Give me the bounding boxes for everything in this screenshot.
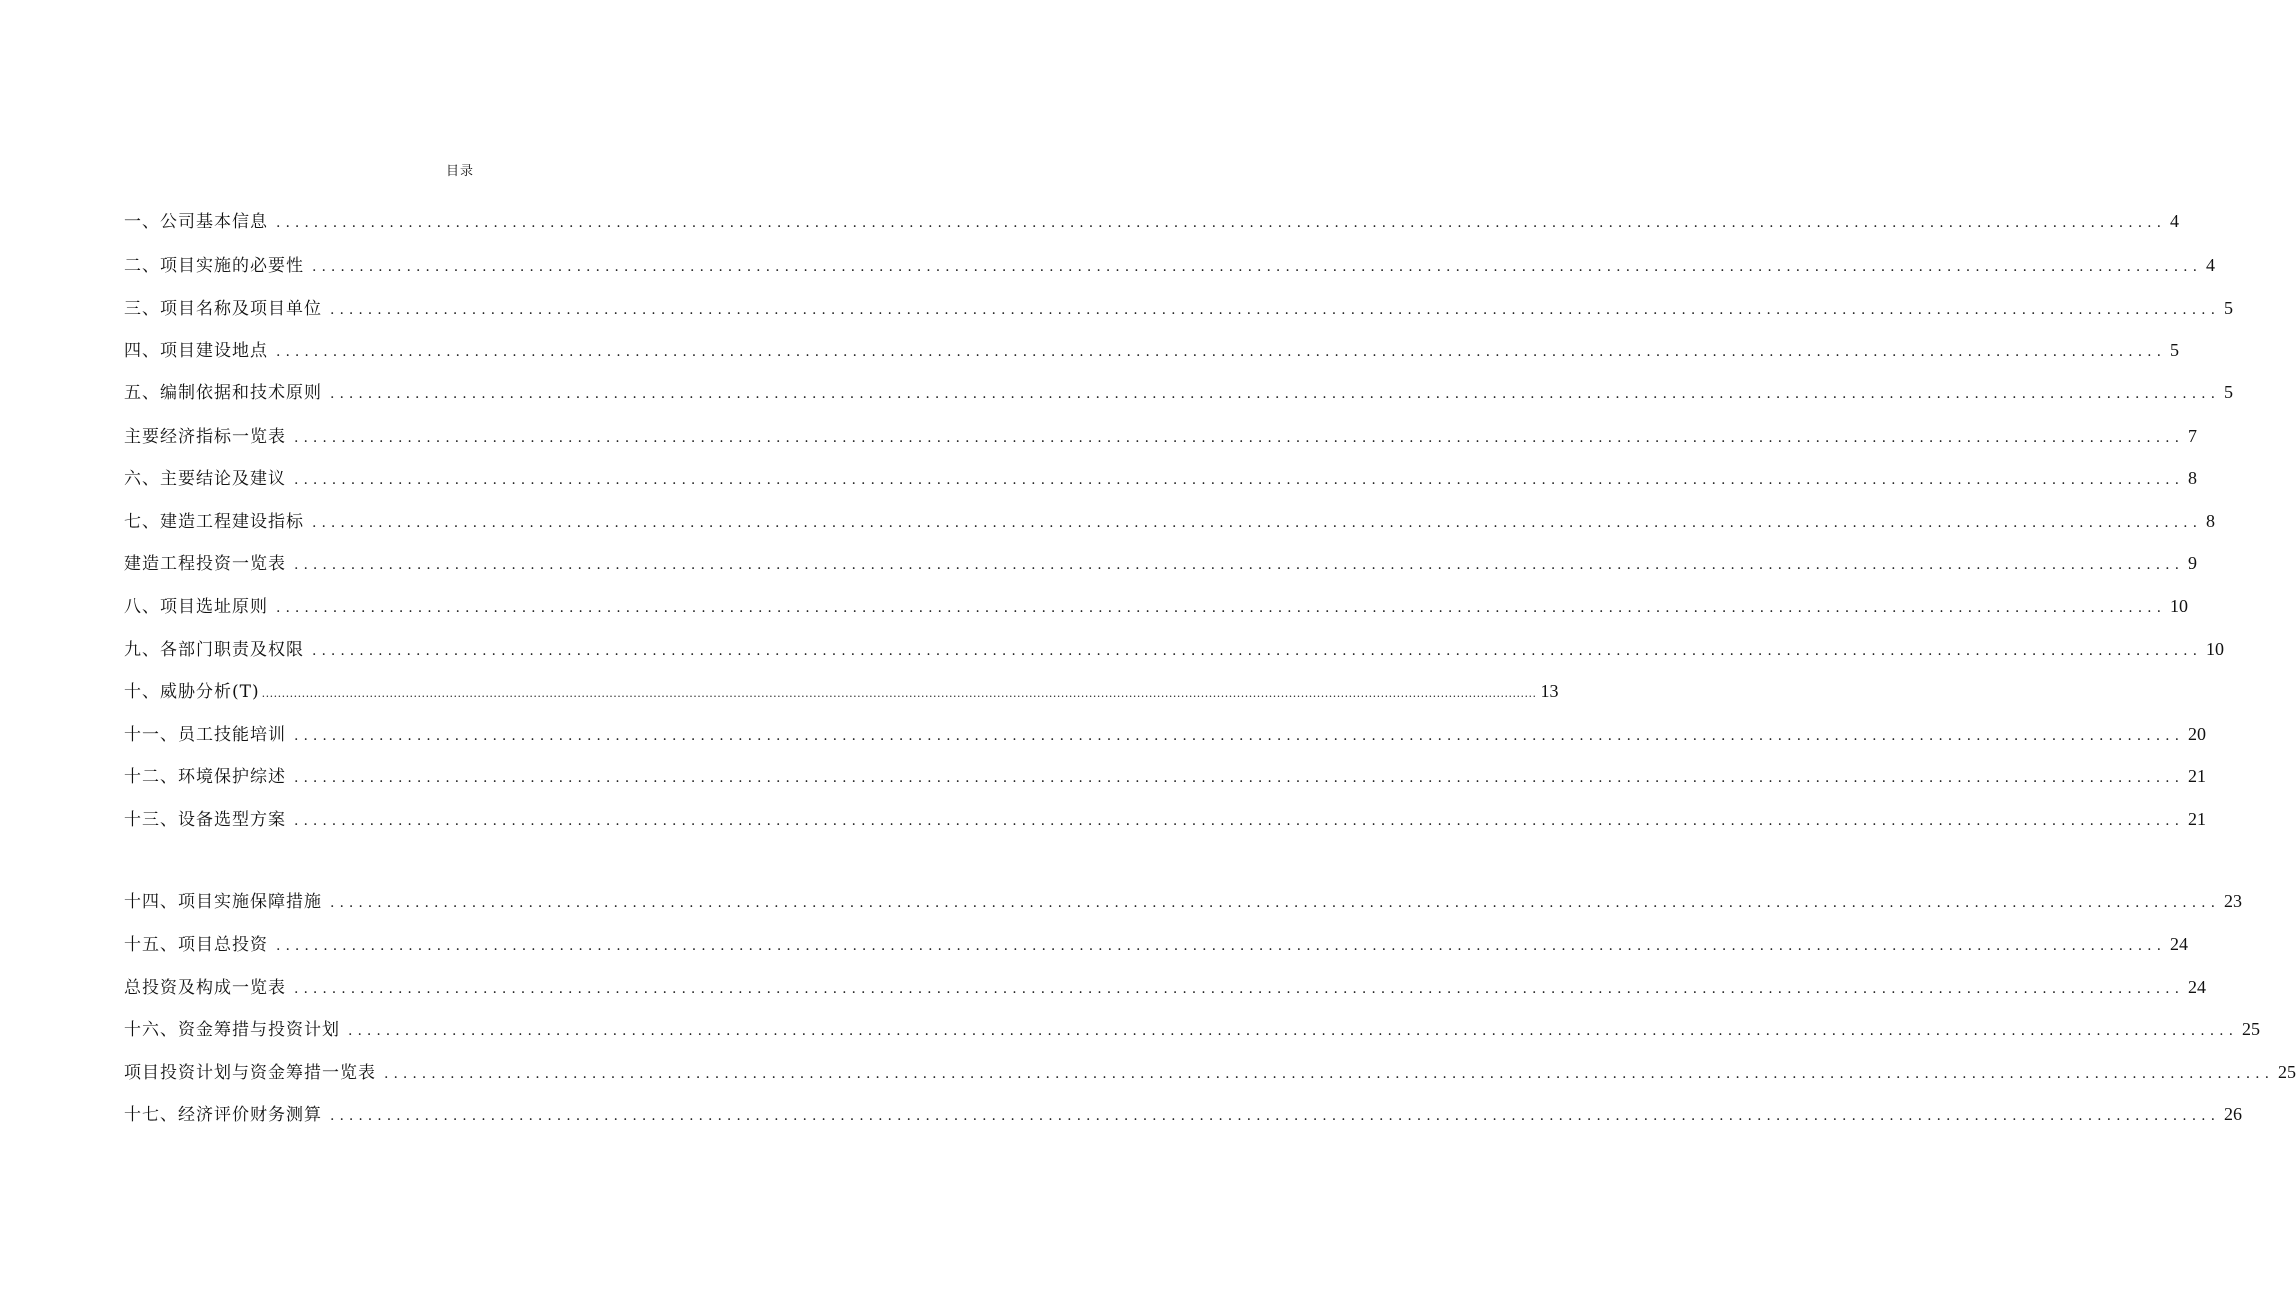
toc-entry-text: 十一、员工技能培训 xyxy=(124,725,286,745)
toc-entry-text: 十五、项目总投资 xyxy=(124,935,268,955)
toc-entry-text: 九、各部门职责及权限 xyxy=(124,640,304,660)
toc-leader: ............................................................................................................................................................................................................................................................................................................................... xyxy=(261,687,1537,700)
toc-leader: ........................................................................................................................................................................................................ xyxy=(384,1066,2275,1082)
toc-entry-page: 5 xyxy=(2224,298,2234,318)
toc-entry[interactable] xyxy=(124,806,2207,832)
toc-entry-page: 13 xyxy=(1540,681,1559,701)
toc-entry[interactable] xyxy=(124,593,2189,619)
toc-leader: ........................................................................................................................................................................................................ xyxy=(330,302,2221,318)
toc-entry-page: 4 xyxy=(2170,211,2180,231)
toc-entry[interactable] xyxy=(124,931,2189,957)
toc-title: 目录 xyxy=(445,164,474,179)
toc-entry-page: 5 xyxy=(2224,382,2234,402)
toc-entry[interactable] xyxy=(124,208,2180,234)
toc-entry-text: 七、建造工程建设指标 xyxy=(124,512,304,532)
toc-entry-page: 8 xyxy=(2188,468,2198,488)
toc-entry-page: 10 xyxy=(2206,639,2225,659)
toc-entry[interactable] xyxy=(124,888,2243,914)
toc-leader: ........................................................................................................................................................................................................ xyxy=(294,813,2185,829)
toc-entry-page: 24 xyxy=(2188,977,2207,997)
toc-entry-page: 10 xyxy=(2170,596,2189,616)
toc-entry-text: 八、项目选址原则 xyxy=(124,597,268,617)
toc-entry-text: 五、编制依据和技术原则 xyxy=(124,383,322,403)
toc-entry-text: 十三、设备选型方案 xyxy=(124,810,286,830)
toc-entry-text: 建造工程投资一览表 xyxy=(124,554,286,574)
toc-entry[interactable] xyxy=(124,423,2198,449)
toc-entry-page: 9 xyxy=(2188,553,2198,573)
toc-entry-text: 总投资及构成一览表 xyxy=(124,978,286,998)
toc-entry-text: 四、项目建设地点 xyxy=(124,341,268,361)
toc-entry-page: 21 xyxy=(2188,809,2207,829)
toc-leader: ........................................................................................................................................................................................................ xyxy=(294,430,2185,446)
toc-leader: ........................................................................................................................................................................................................ xyxy=(312,515,2203,531)
toc-entry[interactable] xyxy=(124,337,2180,363)
toc-leader: ........................................................................................................................................................................................................ xyxy=(330,895,2221,911)
toc-entry-page: 24 xyxy=(2170,934,2189,954)
toc-entry[interactable] xyxy=(124,636,2225,662)
toc-entry-text: 十七、经济评价财务测算 xyxy=(124,1105,322,1125)
toc-entry-text: 十六、资金筹措与投资计划 xyxy=(124,1020,340,1040)
toc-entry[interactable] xyxy=(124,465,2198,491)
toc-entry-page: 5 xyxy=(2170,340,2180,360)
toc-leader: ........................................................................................................................................................................................................ xyxy=(348,1023,2239,1039)
toc-entry-page: 23 xyxy=(2224,891,2243,911)
toc-entry[interactable] xyxy=(124,550,2198,576)
toc-entry[interactable] xyxy=(124,974,2207,1000)
toc-entry-text: 一、公司基本信息 xyxy=(124,212,268,232)
toc-entry-text: 主要经济指标一览表 xyxy=(124,427,286,447)
toc-entry[interactable] xyxy=(124,379,2234,405)
toc-entry[interactable] xyxy=(124,1016,2261,1042)
toc-entry-text: 十四、项目实施保障措施 xyxy=(124,892,322,912)
toc-entry-text: 十二、环境保护综述 xyxy=(124,767,286,787)
toc-entry-page: 21 xyxy=(2188,766,2207,786)
toc-entry[interactable] xyxy=(124,295,2234,321)
toc-leader: ........................................................................................................................................................................................................ xyxy=(294,770,2185,786)
toc-entry-text: 二、项目实施的必要性 xyxy=(124,256,304,276)
toc-entry[interactable] xyxy=(124,763,2207,789)
toc-leader: ........................................................................................................................................................................................................ xyxy=(330,1108,2221,1124)
toc-entry[interactable] xyxy=(124,508,2216,534)
toc-entry-text: 项目投资计划与资金筹措一览表 xyxy=(124,1063,376,1083)
toc-entry-page: 26 xyxy=(2224,1104,2243,1124)
toc-leader: ........................................................................................................................................................................................................ xyxy=(276,215,2167,231)
toc-leader: ........................................................................................................................................................................................................ xyxy=(294,728,2185,744)
toc-entry-text: 三、项目名称及项目单位 xyxy=(124,299,322,319)
toc-entry-page: 20 xyxy=(2188,724,2207,744)
toc-entry-page: 8 xyxy=(2206,511,2216,531)
toc-entry[interactable] xyxy=(124,1059,2296,1085)
toc-entry[interactable] xyxy=(124,1101,2243,1127)
toc-entry[interactable] xyxy=(124,678,1559,704)
toc-leader: ........................................................................................................................................................................................................ xyxy=(276,344,2167,360)
toc-leader: ........................................................................................................................................................................................................ xyxy=(276,600,2167,616)
toc-entry-page: 7 xyxy=(2188,426,2198,446)
toc-entry-page: 4 xyxy=(2206,255,2216,275)
toc-entry-text: 六、主要结论及建议 xyxy=(124,469,286,489)
toc-entry-page: 25 xyxy=(2242,1019,2261,1039)
toc-leader: ........................................................................................................................................................................................................ xyxy=(312,259,2203,275)
toc-leader: ........................................................................................................................................................................................................ xyxy=(294,557,2185,573)
toc-leader: ........................................................................................................................................................................................................ xyxy=(276,938,2167,954)
toc-leader: ........................................................................................................................................................................................................ xyxy=(312,643,2203,659)
toc-entry-text: 十、威胁分析(T) xyxy=(124,682,260,702)
toc-leader: ........................................................................................................................................................................................................ xyxy=(330,386,2221,402)
toc-entry[interactable] xyxy=(124,721,2207,747)
toc-entry[interactable] xyxy=(124,252,2216,278)
toc-leader: ........................................................................................................................................................................................................ xyxy=(294,472,2185,488)
toc-entry-page: 25 xyxy=(2278,1062,2296,1082)
toc-leader: ........................................................................................................................................................................................................ xyxy=(294,981,2185,997)
